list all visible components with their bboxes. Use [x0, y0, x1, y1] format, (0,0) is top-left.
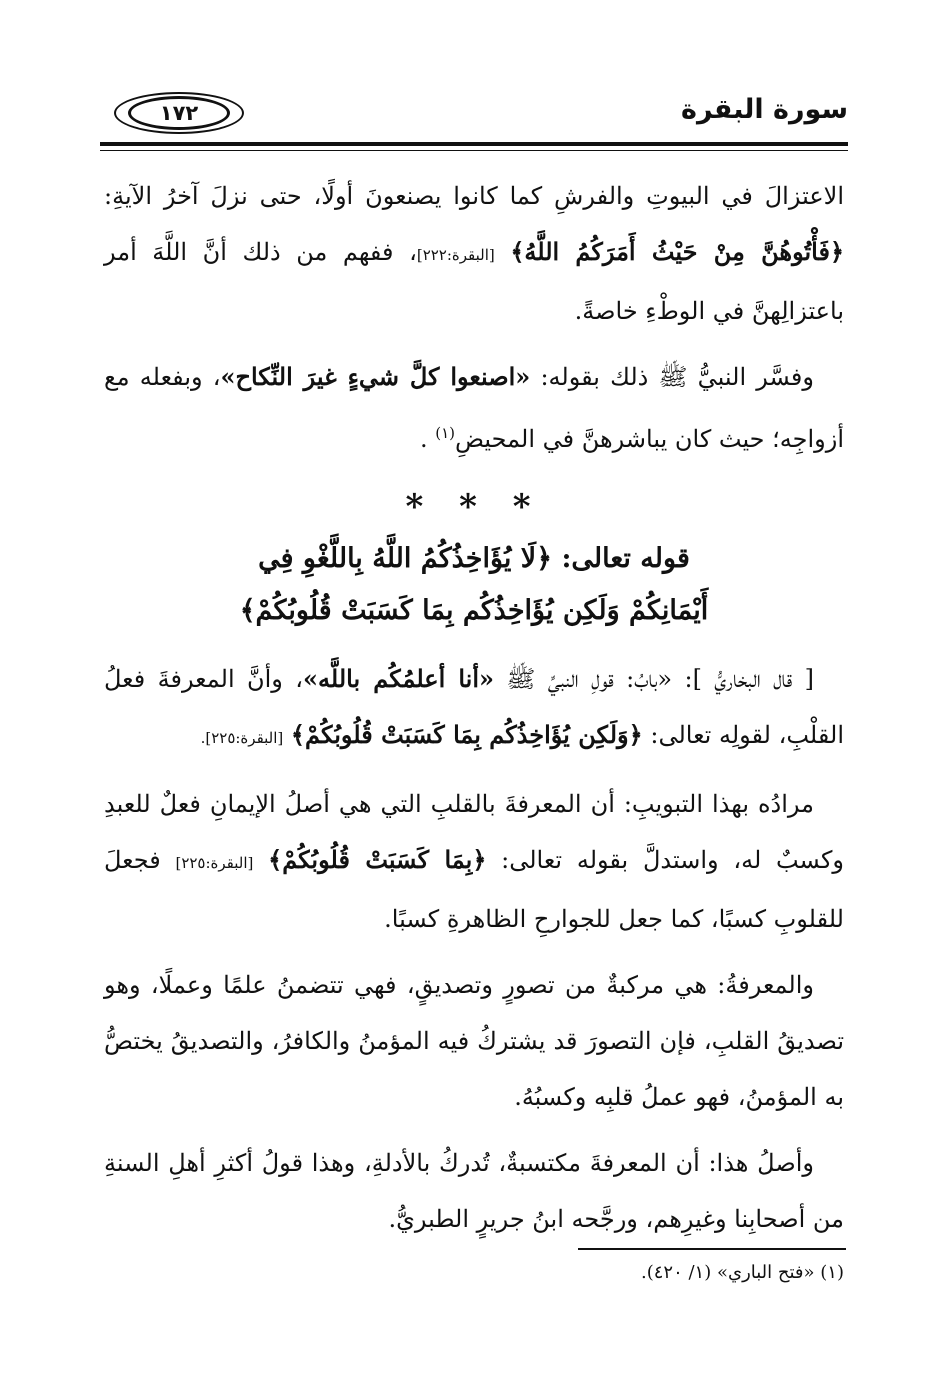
main-text — [104, 168, 844, 1257]
paragraph — [104, 651, 844, 766]
heading-prefix: قوله تعالى: — [561, 543, 690, 574]
text: الاعتزالَ في البيوتِ والفرشِ كما كانوا يصنعونَ أولًا، حتى نزلَ آخرُ الآيةِ: — [104, 182, 844, 210]
text: ، وبفعله مع أزواجِه؛ حيث كان يباشرهنَّ في المحيضِ — [104, 363, 844, 453]
text: فجعلَ للقلوبِ كسبًا، كما جعل للجوارحِ الظاهرةِ كسبًا. — [104, 846, 844, 933]
text: ، وأنَّ المعرفةَ فعلُ القلْبِ، لقولِه تعالى: — [104, 665, 844, 749]
quran-verse: ﴿فَأْتُوهُنَّ مِنْ حَيْثُ أَمَرَكُمُ اللَّهُ﴾ — [510, 237, 845, 266]
header-rule-thin — [100, 150, 848, 151]
text: وفسَّر النبيُّ ﷺ ذلك بقوله: — [540, 363, 814, 391]
page-header — [100, 88, 848, 144]
paragraph — [104, 349, 844, 467]
quran-verse: ﴿وَلَكِن يُؤَاخِذُكُم بِمَا كَسَبَتْ قُلُوبُكُمْ﴾ — [290, 720, 643, 749]
heading-line: أَيْمَانِكُمْ وَلَكِن يُؤَاخِذُكُم بِمَا كَسَبَتْ قُلُوبُكُمْ﴾ — [239, 595, 709, 626]
hadith-quote: «اصنعوا كلَّ شيءٍ غيرَ النِّكاح» — [220, 362, 531, 391]
footnote-separator — [578, 1248, 846, 1250]
hadith-quote: «أنا أعلمُكُم باللَّه» — [303, 664, 495, 693]
paragraph — [104, 776, 844, 947]
text: ، ففهم من ذلك أنَّ اللَّهَ أمر باعتزالِهنَّ في الوطْءِ خاصةً. — [104, 238, 844, 325]
heading-line — [104, 533, 844, 585]
page-number: ١٧٢ — [128, 96, 230, 130]
paragraph: وأصلُ هذا: أن المعرفةَ مكتسبةٌ، تُدركُ بالأدلةِ، وهذا قولُ أكثرِ أهلِ السنةِ من أصحابِنا وغيرِهم، ورجَّحه ابنُ جريرٍ الطبريُّ. — [104, 1149, 844, 1233]
paragraph — [104, 168, 844, 339]
footnote: (١) «فتح الباري» (١/ ٤٢٠). — [640, 1262, 844, 1283]
verse-reference: [البقرة:٢٢٢] — [416, 246, 495, 264]
verse-reference: [البقرة:٢٢٥] — [175, 854, 254, 872]
text: [ قال البخاريُّ ]: «بابُ: قولِ النبيِّ ﷺ — [506, 665, 814, 693]
verse-reference: [البقرة:٢٢٥]. — [200, 729, 284, 747]
quran-verse: ﴿بِمَا كَسَبَتْ قُلُوبُكُمْ﴾ — [268, 845, 487, 874]
paragraph: والمعرفةُ: هي مركبةٌ من تصورٍ وتصديقٍ، فهي تتضمنُ علمًا وعملًا، وهو تصديقُ القلبِ، فإن التصورَ قد يشتركُ فيه المؤمنُ والكافرُ، والتصديقُ يختصُّ به المؤمنُ، فهو عملُ قلبِه وكسبُهُ. — [104, 971, 844, 1111]
footnote-marker: (١) — [435, 424, 456, 442]
page-number-frame — [114, 92, 244, 134]
section-separator: * * * — [405, 487, 543, 527]
surah-title: سورة البقرة — [681, 94, 848, 125]
text: . — [419, 425, 436, 453]
text: مرادُه بهذا التبويبِ: أن المعرفةَ بالقلبِ التي هي أصلُ الإيمانِ فعلٌ للعبدِ وكسبٌ له، واستدلَّ بقوله تعالى: — [104, 790, 844, 874]
header-rule-thick — [100, 142, 848, 146]
heading-verse: ﴿لَا يُؤَاخِذُكُمُ اللَّهُ بِاللَّغْوِ فِي — [258, 543, 553, 574]
section-heading — [104, 533, 844, 637]
